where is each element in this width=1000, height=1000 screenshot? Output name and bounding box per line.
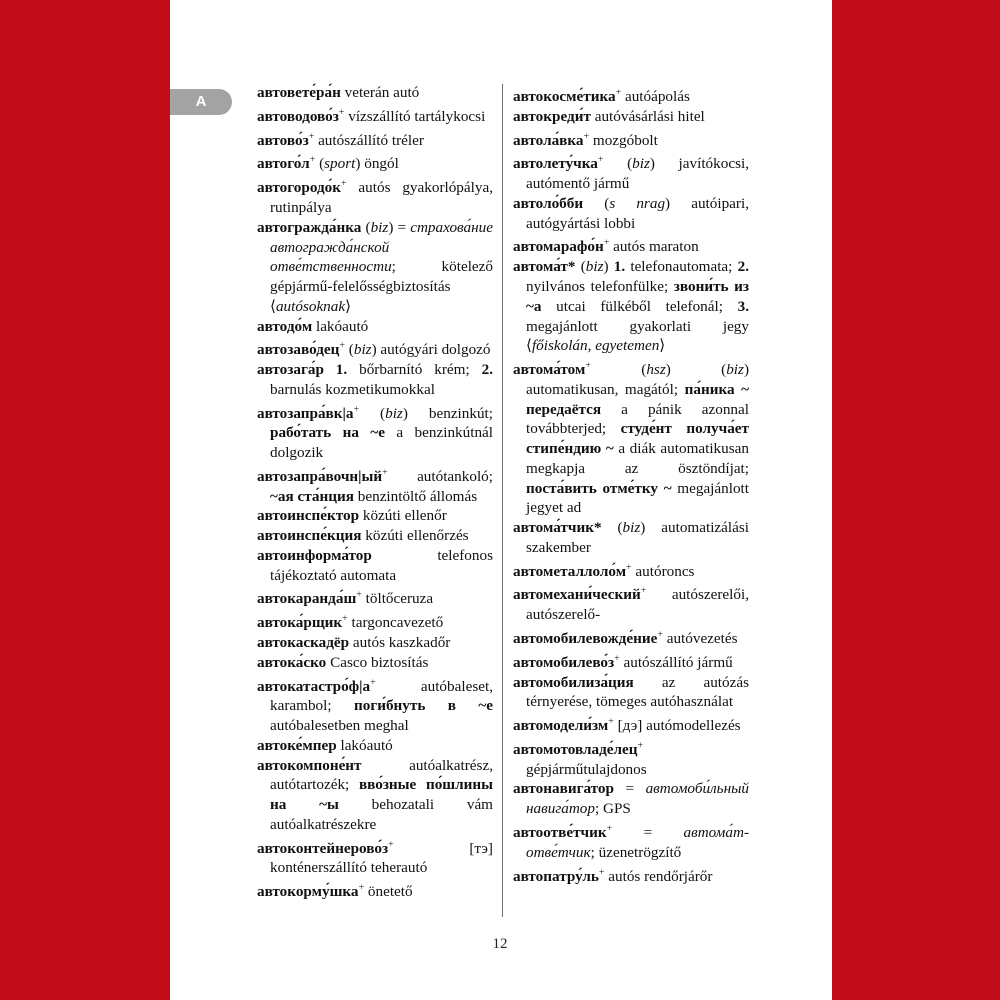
entry-headword: автомотовладе́лец xyxy=(513,740,638,758)
entry-text: gépjárműtulajdonos xyxy=(526,760,647,778)
entry-text: autós gyakorlópálya, rutinpálya xyxy=(270,179,493,216)
entry-marker: + xyxy=(353,403,360,415)
entry-text: autószállító tréler xyxy=(314,131,424,149)
dictionary-entry xyxy=(513,863,749,887)
dictionary-entry xyxy=(513,356,749,518)
entry-headword: автоинспе́ктор xyxy=(257,507,360,525)
entry-headword: автокаранда́ш xyxy=(257,590,357,608)
left-column xyxy=(257,83,493,902)
entry-label: страхова́ние автогражда́нской отве́тственности xyxy=(270,218,494,276)
entry-label: biz xyxy=(353,341,372,359)
entry-headword: автодо́м xyxy=(257,317,313,335)
entry-headword: 1. xyxy=(613,258,626,276)
entry-text: ) = xyxy=(388,218,411,236)
entry-marker: + xyxy=(614,652,620,664)
entry-headword: автока́ско xyxy=(257,653,327,671)
entry-label: hsz xyxy=(646,361,666,379)
dictionary-entry xyxy=(257,736,493,756)
entry-headword: автокатастро́ф|а xyxy=(257,677,371,695)
entry-headword: автома́тчик* xyxy=(513,519,602,537)
dictionary-entry xyxy=(513,83,749,107)
entry-label: biz xyxy=(585,258,604,276)
dictionary-entry xyxy=(257,756,493,835)
entry-marker: + xyxy=(626,561,632,573)
entry-marker: + xyxy=(358,882,365,894)
dictionary-entry xyxy=(257,526,493,546)
entry-marker: + xyxy=(338,106,345,118)
entry-text: autóápolás xyxy=(621,88,690,106)
dictionary-entry xyxy=(257,317,493,337)
entry-text: benzintöltő állomás xyxy=(353,487,478,505)
dictionary-entry xyxy=(513,150,749,194)
entry-text: nyilvános telefonfülke; xyxy=(526,278,674,295)
dictionary-entry xyxy=(257,835,493,879)
entry-text: [дэ] autómodellezés xyxy=(613,717,741,735)
right-column xyxy=(513,83,749,886)
dictionary-entry xyxy=(257,653,493,673)
entry-marker: + xyxy=(309,154,316,166)
dictionary-entry xyxy=(257,585,493,609)
entry-marker: + xyxy=(640,585,647,597)
entry-text: ( xyxy=(575,258,586,276)
entry-text: = xyxy=(612,824,684,841)
entry-marker: + xyxy=(356,589,362,601)
dictionary-entry xyxy=(257,878,493,902)
entry-text: ) öngól xyxy=(355,155,399,173)
entry-headword: автозага́р 1. xyxy=(257,361,348,379)
entry-text: barnulás kozmetikumokkal xyxy=(270,380,435,398)
entry-headword: па́ника ~ передаётся xyxy=(526,380,750,418)
entry-headword: автоводово́з xyxy=(257,107,339,125)
entry-headword: ~ая ста́нция xyxy=(270,487,354,505)
entry-marker: + xyxy=(585,360,591,371)
dictionary-entry xyxy=(513,558,749,582)
entry-text: a diák automatikusan megkapja az ösztöndíjat; xyxy=(526,440,749,477)
entry-text: ; üzenetrögzítő xyxy=(590,843,682,861)
entry-headword: автола́вка xyxy=(513,131,584,149)
entry-headword: 3. xyxy=(737,297,749,315)
entry-headword: автоке́мпер xyxy=(257,736,337,754)
entry-text: lakóautó xyxy=(336,736,393,754)
entry-headword: автома́т* xyxy=(513,258,576,276)
entry-text: ; kötelező gépjármű-felelősségbiztosítás ⟨ xyxy=(270,258,493,315)
entry-text: autós kaszkadőr xyxy=(349,634,451,652)
entry-text: közúti ellenőrzés xyxy=(361,527,469,545)
entry-text: közúti ellenőr xyxy=(359,507,447,525)
entry-headword: автокреди́т xyxy=(513,107,591,125)
dictionary-entry xyxy=(257,336,493,360)
entry-headword: автогородо́к xyxy=(257,179,342,197)
entry-text: vízszállító tartálykocsi xyxy=(344,107,486,125)
entry-text: telefonautomata; xyxy=(625,258,738,276)
entry-label: автомоби́льный навига́тор xyxy=(526,780,749,818)
entry-label: autósoknak xyxy=(275,297,346,315)
entry-text: utcai fülkéből telefonál; xyxy=(541,297,738,315)
entry-text: [тэ] konténerszállító teherautó xyxy=(270,839,493,877)
entry-text: ) javítókocsi, autómentő jármű xyxy=(526,155,749,193)
entry-headword: автокомпоне́нт xyxy=(257,756,362,774)
entry-headword: автолету́чка xyxy=(513,155,598,173)
dictionary-entry xyxy=(513,819,749,863)
dictionary-entry xyxy=(257,546,493,586)
entry-marker: + xyxy=(341,178,347,190)
dictionary-entry xyxy=(513,518,749,558)
entry-label: biz xyxy=(370,218,389,236)
entry-text: ) benzinkút; xyxy=(402,404,493,422)
entry-marker: + xyxy=(598,866,605,878)
entry-text: targoncavezető xyxy=(347,614,444,632)
entry-text: ( xyxy=(583,194,610,212)
dictionary-entry xyxy=(257,673,493,736)
page-number: 12 xyxy=(492,936,508,952)
entry-headword: автомехани́ческий xyxy=(513,586,641,604)
entry-text: = xyxy=(613,780,646,798)
entry-headword: звони́ть из ~а xyxy=(526,278,749,315)
dictionary-entry xyxy=(257,174,493,218)
entry-label: biz xyxy=(632,155,650,173)
entry-text: bőrbarnító krém; xyxy=(347,361,482,379)
dictionary-entry xyxy=(257,83,493,103)
entry-text: autószerelői, autószerelő- xyxy=(526,586,749,624)
entry-headword: поги́бнуть в ~е xyxy=(353,697,494,715)
entry-text: ) xyxy=(603,258,614,276)
entry-text: autószállító jármű xyxy=(619,653,733,671)
entry-headword: автомобилевожде́ние xyxy=(513,630,658,647)
dictionary-entry xyxy=(513,649,749,673)
dictionary-entry xyxy=(513,736,749,780)
entry-text: autóroncs xyxy=(631,562,695,580)
entry-headword: автокаскадёр xyxy=(257,634,350,652)
entry-headword: автометаллоло́м xyxy=(513,562,627,580)
dictionary-entry xyxy=(513,779,749,819)
entry-text: ; GPS xyxy=(595,800,631,818)
entry-text: autótankoló; xyxy=(387,467,493,485)
entry-text: veterán autó xyxy=(340,84,420,101)
entry-text: megajánlott gyakorlati jegy ⟨ xyxy=(526,317,749,355)
entry-text: behozatali vám autóalkatrészekre xyxy=(270,796,493,833)
entry-headword: автокорму́шка xyxy=(257,883,359,901)
section-thumb-tab: A xyxy=(170,89,232,115)
dictionary-entry xyxy=(257,633,493,653)
dictionary-entry xyxy=(513,673,749,713)
entry-marker: + xyxy=(339,340,345,352)
column-divider xyxy=(502,84,503,917)
entry-text: ( xyxy=(359,404,386,422)
dictionary-entry xyxy=(257,609,493,633)
entry-text: megajánlott jegyet ad xyxy=(526,479,749,517)
entry-headword: поста́вить отме́тку ~ xyxy=(526,479,672,497)
entry-headword: автонавига́тор xyxy=(513,780,614,798)
dictionary-entry xyxy=(257,150,493,174)
entry-headword: автомобилиза́ция xyxy=(513,673,634,691)
entry-text: önetető xyxy=(364,883,413,901)
entry-headword: студе́нт получа́ет стипе́ндию ~ xyxy=(526,420,749,458)
entry-marker: + xyxy=(308,130,315,142)
entry-marker: + xyxy=(603,237,610,249)
entry-text: autós maraton xyxy=(609,238,699,256)
entry-text: autós rendőrjárőr xyxy=(604,867,713,885)
entry-text: ) ( xyxy=(665,361,727,379)
entry-headword: автогражда́нка xyxy=(257,218,362,236)
dictionary-entry xyxy=(257,400,493,463)
entry-headword: автоинформа́тор xyxy=(257,546,372,564)
entry-text: ( xyxy=(603,155,633,173)
entry-text: ( xyxy=(344,341,354,359)
entry-label: biz xyxy=(726,361,744,379)
dictionary-entry xyxy=(513,712,749,736)
entry-text: ⟩ xyxy=(345,297,352,315)
entry-text: ⟩ xyxy=(659,337,666,355)
entry-headword: вво́зные по́шлины на ~ы xyxy=(270,776,493,814)
entry-headword: автого́л xyxy=(257,155,310,173)
entry-marker: + xyxy=(637,739,644,751)
entry-headword: автозапра́вк|а xyxy=(257,404,354,422)
entry-marker: + xyxy=(382,466,388,478)
entry-headword: автома́том xyxy=(513,361,586,379)
entry-text: autóvásárlási hitel xyxy=(590,107,705,125)
entry-headword: автока́рщик xyxy=(257,614,343,632)
entry-headword: автоинспе́кция xyxy=(257,527,362,545)
entry-headword: автоло́бби xyxy=(513,194,584,212)
entry-text: lakóautó xyxy=(312,317,369,335)
entry-marker: + xyxy=(342,613,348,625)
entry-marker: + xyxy=(388,838,394,850)
entry-label: főiskolán, egyetemen xyxy=(531,337,660,355)
entry-text: mozgóbolt xyxy=(589,131,658,149)
entry-text: ) autógyári dolgozó xyxy=(371,341,491,359)
dictionary-entry xyxy=(257,103,493,127)
entry-text: a benzinkútnál dolgozik xyxy=(270,424,493,462)
entry-marker: + xyxy=(583,130,590,142)
entry-headword: автово́з xyxy=(257,131,309,149)
entry-text: ( xyxy=(361,218,371,236)
entry-marker: + xyxy=(606,822,613,834)
entry-text: ) autóipari, autógyártási lobbi xyxy=(526,194,750,232)
dictionary-entry xyxy=(257,463,493,507)
dictionary-entry xyxy=(257,127,493,151)
dictionary-entry xyxy=(513,257,749,356)
entry-label: s nrag xyxy=(609,194,666,212)
entry-text: autóbaleset, karambol; xyxy=(270,677,493,715)
dictionary-entry xyxy=(513,625,749,649)
dictionary-entry xyxy=(257,506,493,526)
dictionary-entry xyxy=(257,218,493,317)
entry-text: autóalkatrész, autótartozék; xyxy=(270,756,493,794)
entry-text: ( xyxy=(315,155,325,173)
entry-text: ) automatikusan, magától; xyxy=(526,361,749,398)
dictionary-entry xyxy=(257,360,493,400)
entry-text: ) automatizálási szakember xyxy=(526,519,749,556)
entry-headword: 2. xyxy=(481,361,493,379)
entry-label: biz xyxy=(385,404,403,422)
entry-text: autóbalesetben meghal xyxy=(270,717,409,735)
entry-headword: автозапра́вочн|ый xyxy=(257,467,383,485)
entry-label: sport xyxy=(324,155,356,173)
entry-headword: автовете́ра́н xyxy=(257,84,341,101)
entry-text: a pánik azonnal továbbterjed; xyxy=(526,400,749,438)
entry-label: автома́т-отве́тчик xyxy=(526,824,749,861)
entry-headword: автоконтейнерово́з xyxy=(257,839,389,857)
entry-label: biz xyxy=(622,519,641,537)
entry-headword: автозаво́дец xyxy=(257,341,340,359)
entry-headword: автоотве́тчик xyxy=(513,824,607,841)
entry-marker: + xyxy=(657,628,663,640)
dictionary-entry xyxy=(513,233,749,257)
entry-headword: автомарафо́н xyxy=(513,238,604,256)
entry-headword: рабо́тать на ~е xyxy=(270,424,385,442)
entry-marker: + xyxy=(370,676,376,688)
entry-text: telefonos tájékoztató automata xyxy=(270,546,493,584)
entry-marker: + xyxy=(615,87,622,98)
entry-text: ( xyxy=(601,519,623,537)
dictionary-entry xyxy=(513,107,749,127)
entry-text: az autózás térnyerése, tömeges autóhasználat xyxy=(526,673,749,711)
entry-headword: автокосме́тика xyxy=(513,88,616,106)
entry-text: ( xyxy=(590,361,647,379)
entry-headword: автомобилево́з xyxy=(513,653,615,671)
dictionary-entry xyxy=(513,581,749,625)
entry-marker: + xyxy=(608,716,614,728)
entry-headword: 2. xyxy=(737,258,749,276)
entry-headword: автопатру́ль xyxy=(513,867,599,885)
dictionary-entry xyxy=(513,127,749,151)
entry-headword: автомодели́зм xyxy=(513,717,609,735)
entry-text: autóvezetés xyxy=(662,630,738,647)
entry-marker: + xyxy=(597,154,604,166)
entry-text: Casco biztosítás xyxy=(326,653,429,671)
dictionary-entry xyxy=(513,194,749,234)
entry-text: töltőceruza xyxy=(361,590,434,608)
